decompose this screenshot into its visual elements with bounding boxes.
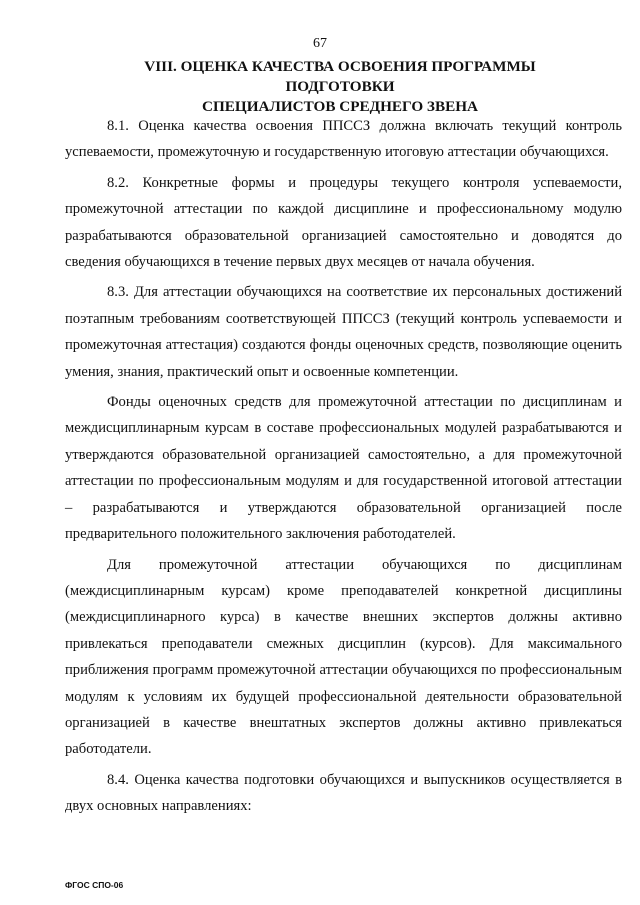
section-heading-line-2: СПЕЦИАЛИСТОВ СРЕДНЕГО ЗВЕНА [202, 98, 478, 115]
page-number: 67 [313, 36, 327, 51]
section-heading [90, 57, 590, 117]
paragraph-assessment-funds: Фонды оценочных средств для промежуточной аттестации по дисциплинам и междисциплинарным курсам в составе профессиональных модулей разрабатываются и утверждаются образовательной организацией самостоятельно, а для промежуточной аттестации по профессиональным модулям и для государственной итоговой аттестации – разрабатываются и утверждаются образовательной организацией после предварительного положительного заключения работодателей. [65, 394, 622, 543]
paragraph-8-2: 8.2. Конкретные формы и процедуры текущего контроля успеваемости, промежуточной аттестации по каждой дисциплине и профессиональному модулю разрабатываются образовательной организацией самостоятельно и доводятся до сведения обучающихся в течение первых двух месяцев от начала обучения. [65, 174, 622, 271]
paragraph-8-1: 8.1. Оценка качества освоения ППССЗ должна включать текущий контроль успеваемости, промежуточную и государственную итоговую аттестации обучающихся. [65, 118, 622, 161]
paragraph-8-3: 8.3. Для аттестации обучающихся на соответствие их персональных достижений поэтапным требованиям соответствующей ППССЗ (текущий контроль успеваемости и промежуточная аттестация) создаются фонды оценочных средств, позволяющие оценить умения, знания, практический опыт и освоенные компетенции. [65, 284, 622, 380]
footer-label: ФГОС СПО-06 [65, 880, 124, 890]
section-heading-line-1: VIII. ОЦЕНКА КАЧЕСТВА ОСВОЕНИЯ ПРОГРАММЫ ПОДГОТОВКИ [144, 58, 536, 95]
paragraph-external-experts: Для промежуточной аттестации обучающихся по дисциплинам (междисциплинарным курсам) кроме преподавателей конкретной дисциплины (междисциплинарного курса) в качестве внешних экспертов должны активно привлекаться преподаватели смежных дисциплин (курсов). Для максимального приближения программ промежуточной аттестации обучающихся по профессиональным модулям к условиям их будущей профессиональной деятельности образовательной организацией в качестве внештатных экспертов должны активно привлекаться работодатели. [65, 556, 622, 758]
document-body [65, 113, 622, 824]
paragraph-8-4: 8.4. Оценка качества подготовки обучающихся и выпускников осуществляется в двух основных направлениях: [65, 771, 622, 815]
